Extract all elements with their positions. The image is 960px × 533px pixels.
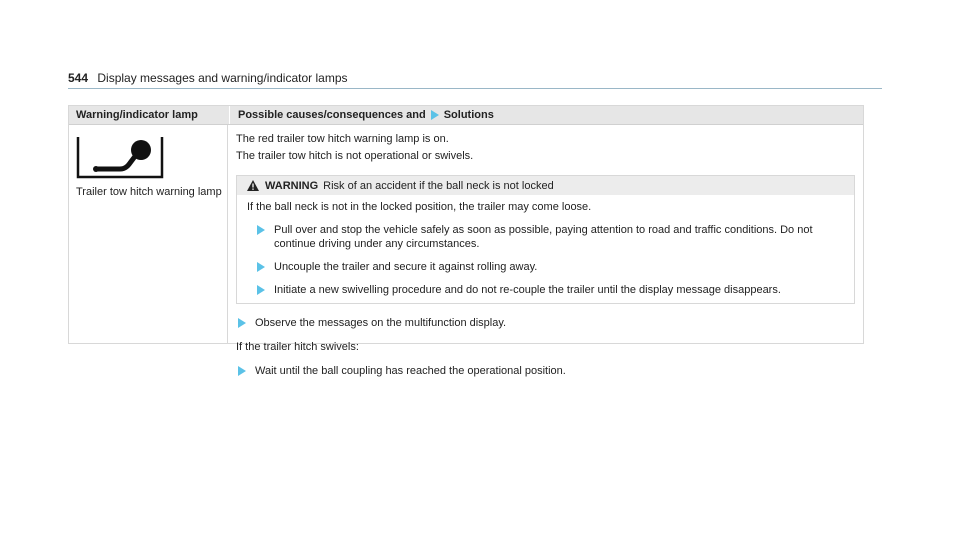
swivels-step-text: Wait until the ball coupling has reached the operational position. <box>255 365 566 377</box>
warning-step-text: Pull over and stop the vehicle safely as soon as possible, paying attention to road and traffic conditions. Do not continue driving under any circumstances. <box>274 224 813 250</box>
warning-title-text: Risk of an accident if the ball neck is not locked <box>323 179 554 192</box>
col-header-lamp: Warning/indicator lamp <box>69 106 230 124</box>
step-arrow-icon <box>257 262 265 272</box>
page-number: 544 <box>68 71 89 85</box>
warning-title: WARNING <box>265 179 319 192</box>
warning-step <box>247 283 844 297</box>
page-header-title: Display messages and warning/indicator lamps <box>97 71 348 85</box>
observe-text: Observe the messages on the multifunction display. <box>255 317 507 329</box>
step-arrow-icon <box>257 225 265 235</box>
col-header-causes <box>230 106 863 124</box>
lamp-cell <box>69 125 228 344</box>
warning-step <box>247 260 844 274</box>
lamp-label: Trailer tow hitch warning lamp <box>76 186 222 198</box>
step-arrow-icon <box>238 366 246 376</box>
col-header-solutions-text: Solutions <box>443 109 494 121</box>
swivels-step <box>236 364 863 378</box>
page-header <box>68 71 348 85</box>
warning-triangle-icon <box>247 180 259 191</box>
table-header-row <box>69 106 863 125</box>
table-row <box>69 125 863 378</box>
solution-arrow-icon <box>431 110 439 120</box>
trailer-tow-hitch-icon <box>76 135 164 179</box>
warning-step <box>247 223 844 251</box>
causes-cell <box>228 125 863 378</box>
observe-block <box>236 316 863 330</box>
warning-text: If the ball neck is not in the locked position, the trailer may come loose. <box>247 201 592 213</box>
warning-step-text: Uncouple the trailer and secure it against rolling away. <box>274 261 538 273</box>
warning-lamp-table <box>68 105 864 377</box>
warning-step-text: Initiate a new swivelling procedure and do not re-couple the trailer until the display message disappears. <box>274 284 781 296</box>
swivels-intro: If the trailer hitch swivels: <box>236 341 359 353</box>
step-arrow-icon <box>238 318 246 328</box>
header-divider <box>68 88 882 89</box>
intro-line-1: The red trailer tow hitch warning lamp is on. <box>236 133 449 145</box>
step-arrow-icon <box>257 285 265 295</box>
swivels-block <box>236 364 863 378</box>
col-header-causes-text: Possible causes/consequences and <box>238 109 426 121</box>
intro-line-2: The trailer tow hitch is not operational or swivels. <box>236 150 474 162</box>
warning-body <box>237 195 854 303</box>
warning-box <box>236 175 855 304</box>
warning-header <box>237 176 854 195</box>
observe-step <box>236 316 863 330</box>
